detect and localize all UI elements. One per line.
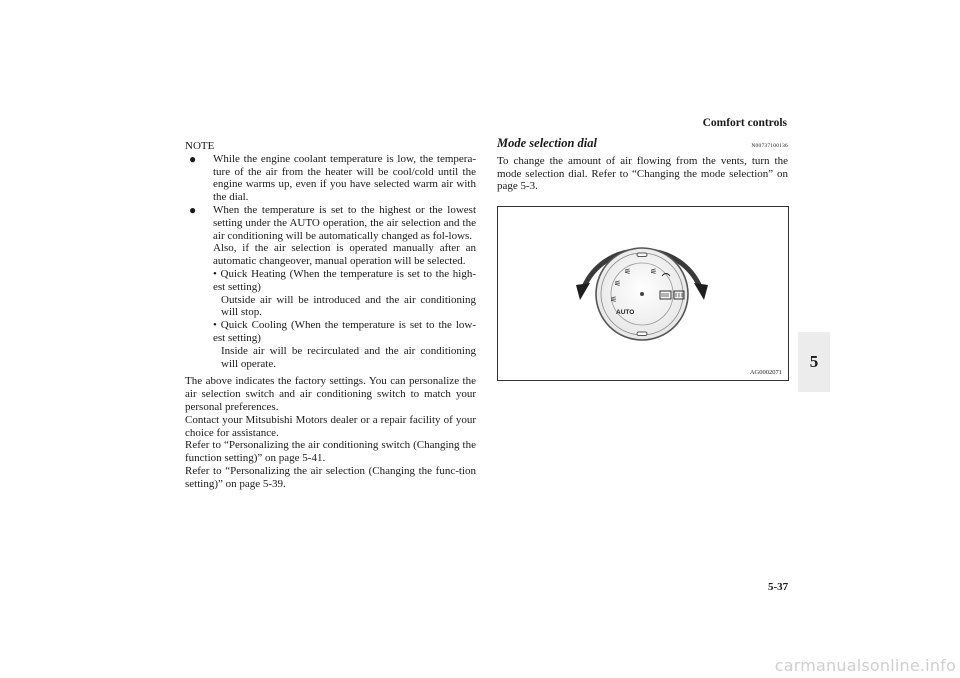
sub-item-quick-cooling-body: Inside air will be recirculated and the air conditioning will operate.	[221, 344, 476, 370]
mode-dial-illustration	[498, 207, 788, 380]
sub-item-quick-heating	[213, 268, 476, 319]
right-column	[497, 137, 788, 193]
mode-selection-dial-figure	[497, 206, 789, 381]
note-bullet-1	[185, 153, 476, 204]
svg-text:⚟: ⚟	[650, 267, 658, 276]
note-bullet-2-text-2: Also, if the air selection is operated manually after an automatic changeover, manual operation will be selected.	[213, 242, 476, 268]
bullet-dot-icon: ●	[189, 151, 197, 166]
paragraph-refer-air-selection: Refer to “Personalizing the air selection (Changing the func-tion setting)” on page 5-39.	[185, 464, 476, 490]
note-bullet-1-text: While the engine coolant temperature is low, the tempera-ture of the air from the heater will be cool/cold until the engine warms up, even if you have selected warm air with the dial.	[213, 152, 476, 204]
left-column	[185, 140, 476, 491]
auto-label: AUTO	[616, 309, 635, 316]
sub-item-quick-heating-head: • Quick Heating (When the temperature is set to the high-est setting)	[213, 267, 476, 293]
page-number: 5-37	[768, 581, 789, 593]
header-title: Comfort controls	[702, 117, 787, 129]
section-code: N00737100136	[751, 143, 788, 149]
note-label: NOTE	[185, 140, 215, 152]
bullet-dot-icon: ●	[189, 202, 197, 217]
note-bullet-2-text: When the temperature is set to the highest or the lowest setting under the AUTO operation, the air selection and the air conditioning will be automatically changed as fol-lows.	[213, 203, 476, 242]
sub-item-quick-cooling	[213, 319, 476, 370]
dial-icon	[596, 248, 688, 340]
paragraph-refer-ac-switch: Refer to “Personalizing the air conditioning switch (Changing the function setting)” on page 5-41.	[185, 439, 476, 465]
svg-text:⚟: ⚟	[610, 295, 618, 304]
svg-text:⚟: ⚟	[614, 279, 622, 288]
figure-code: AG0002071	[749, 369, 782, 376]
paragraph-contact-dealer: Contact your Mitsubishi Motors dealer or a repair facility of your choice for assistance.	[185, 413, 476, 439]
watermark: carmanualsonline.info	[774, 656, 956, 675]
svg-text:⚟: ⚟	[624, 267, 632, 276]
sub-item-quick-heating-body: Outside air will be introduced and the air conditioning will stop.	[221, 293, 476, 319]
sub-item-quick-cooling-head: • Quick Cooling (When the temperature is set to the low-est setting)	[213, 319, 476, 344]
settings-paragraph	[185, 375, 476, 490]
section-heading	[497, 137, 788, 153]
section-title: Mode selection dial	[497, 136, 597, 150]
chapter-tab[interactable]: 5	[798, 332, 830, 392]
paragraph-factory-settings: The above indicates the factory settings. You can personalize the air selection switch and air conditioning switch to match your personal preferences.	[185, 375, 476, 413]
note-bullet-2	[185, 204, 476, 370]
section-body: To change the amount of air flowing from the vents, turn the mode selection dial. Refer to “Changing the mode selection” on page 5-3.	[497, 154, 788, 193]
